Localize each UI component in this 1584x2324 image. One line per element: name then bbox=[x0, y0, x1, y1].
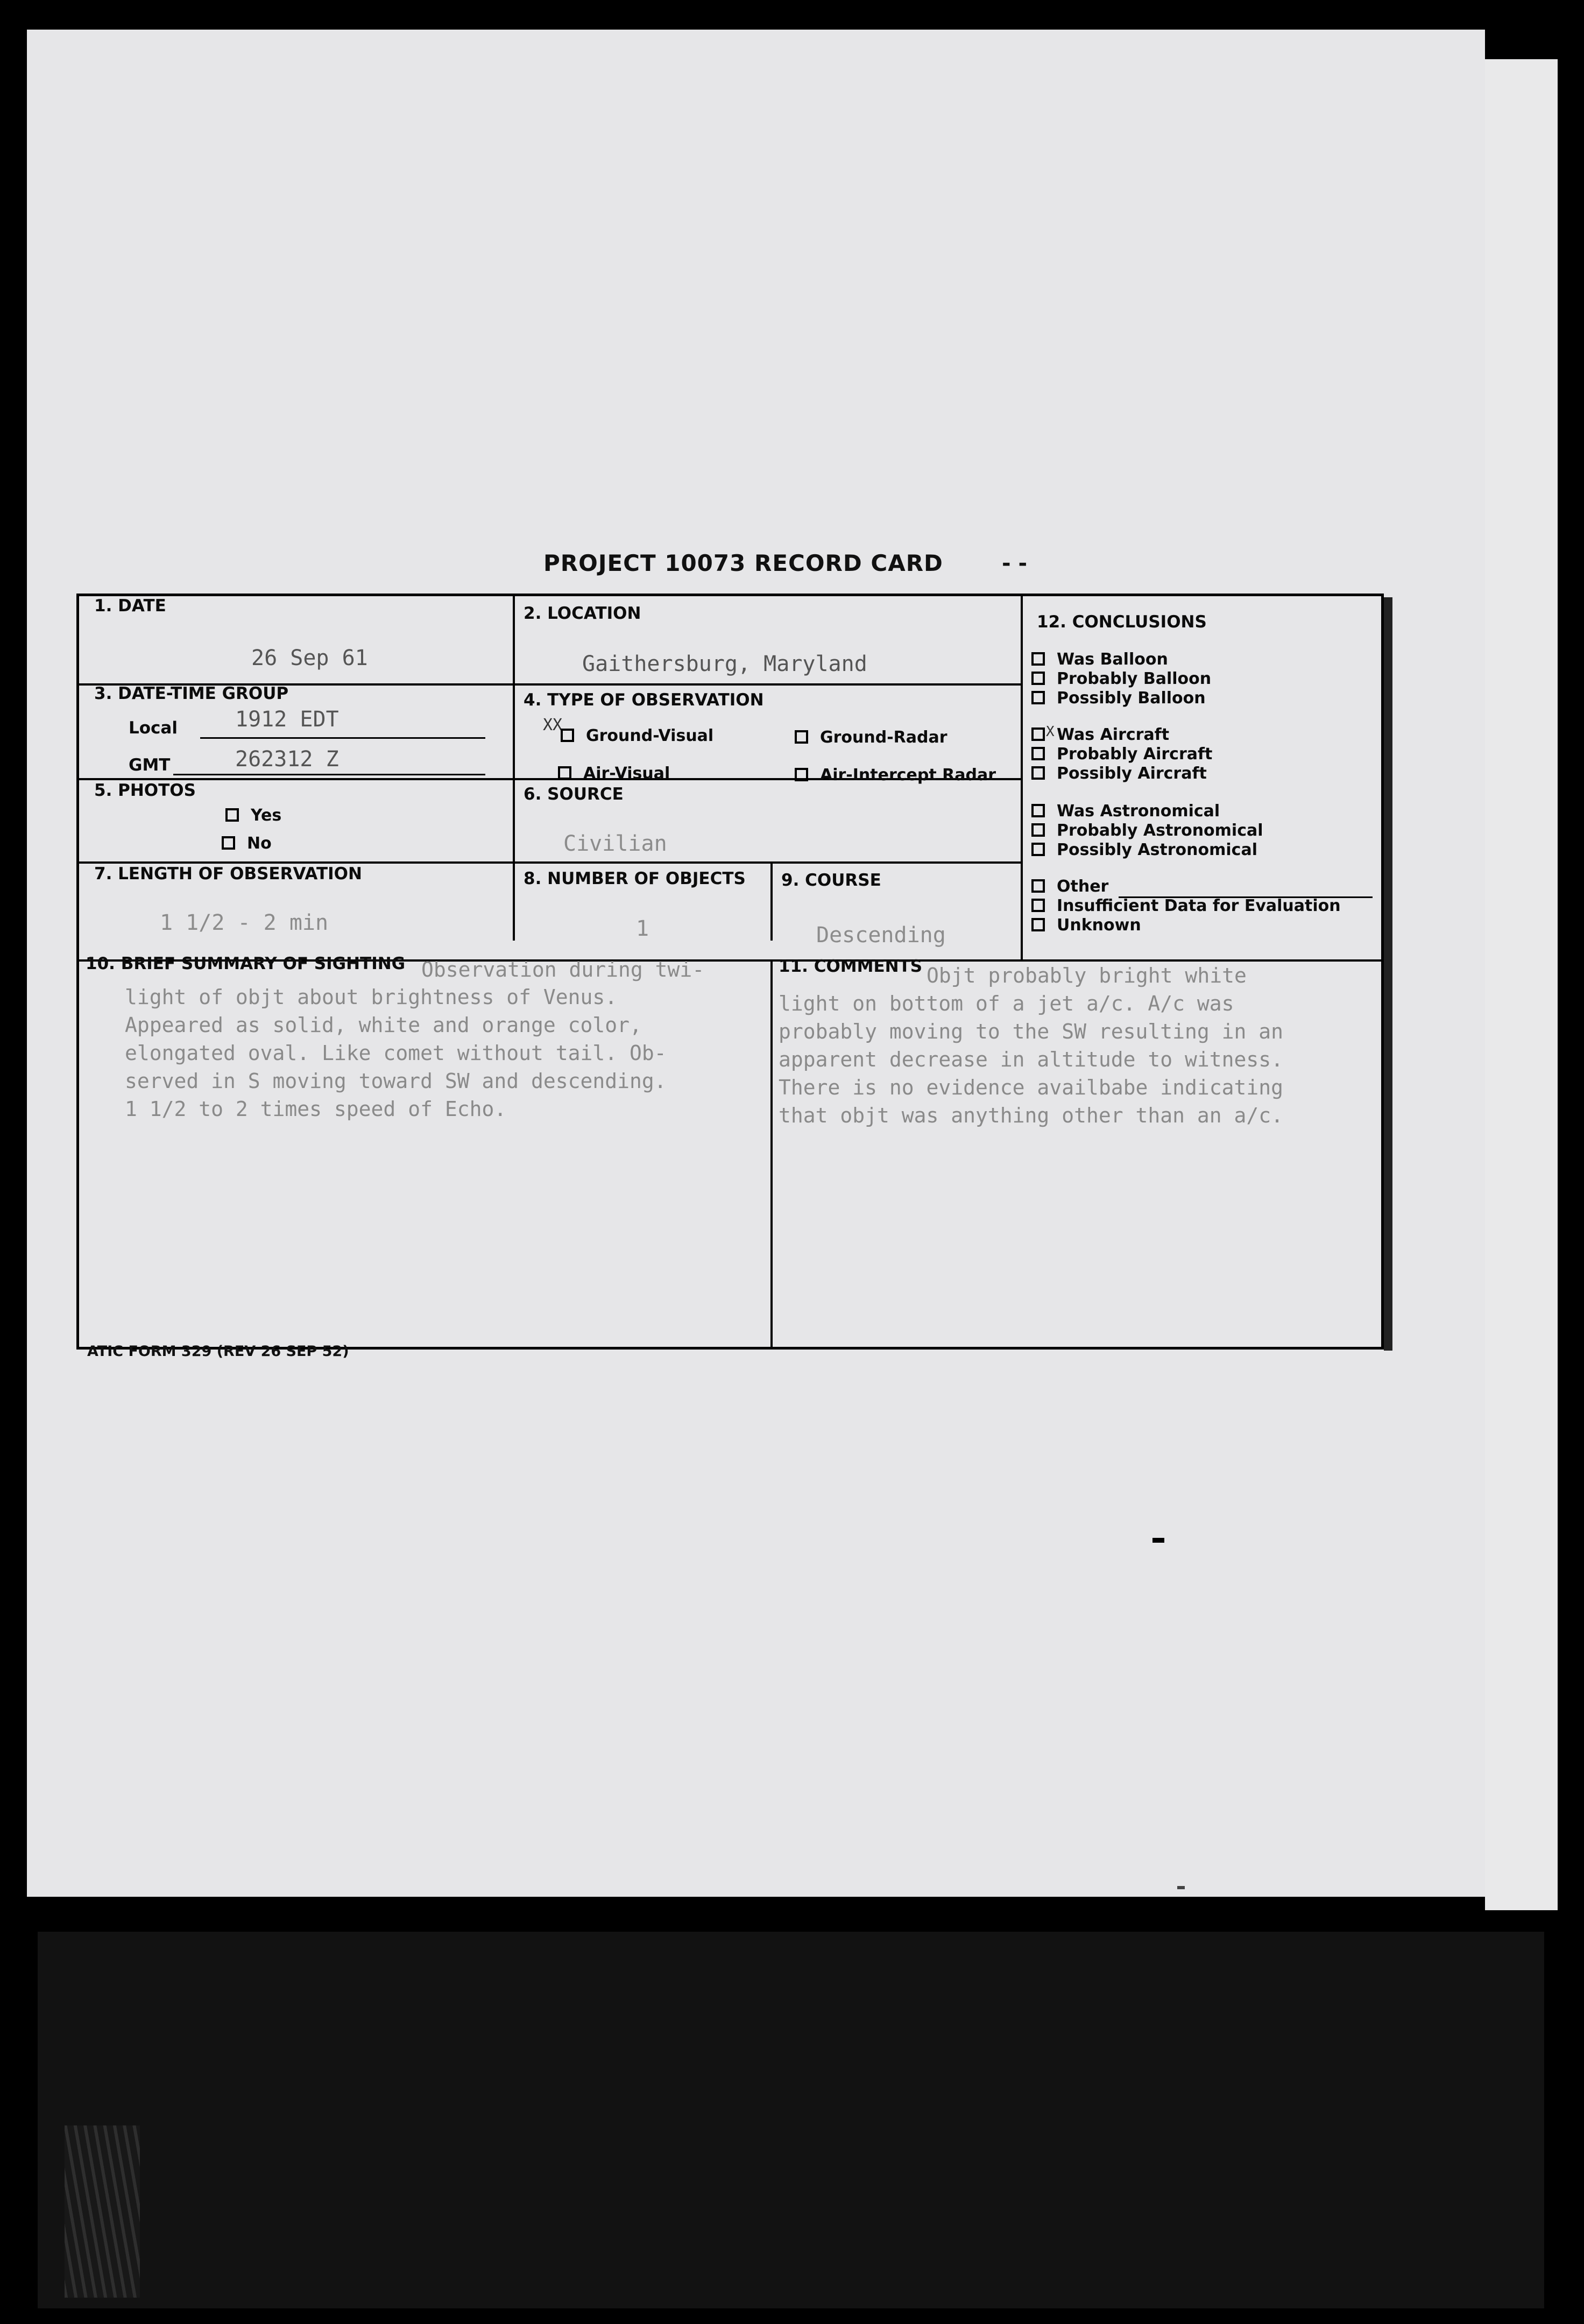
conclusion-option[interactable] bbox=[1031, 669, 1211, 688]
checkbox[interactable] bbox=[1031, 918, 1045, 931]
speck-mark bbox=[1177, 1886, 1185, 1889]
length-value: 1 1/2 - 2 min bbox=[160, 910, 329, 935]
summary-label: 10. BRIEF SUMMARY OF SIGHTING bbox=[86, 954, 406, 973]
option-label: Possibly Astronomical bbox=[1057, 840, 1257, 859]
checkbox[interactable] bbox=[558, 766, 571, 780]
film-gap bbox=[1485, 30, 1517, 59]
location-value: Gaithersburg, Maryland bbox=[582, 652, 867, 676]
comments-line: apparent decrease in altitude to witness. bbox=[779, 1048, 1283, 1071]
option-label: Insufficient Data for Evaluation bbox=[1057, 896, 1341, 915]
grid-line bbox=[770, 861, 773, 941]
summary-line: Appeared as solid, white and orange color, bbox=[125, 1013, 642, 1037]
checkbox[interactable] bbox=[1031, 691, 1045, 704]
film-smudge bbox=[65, 2125, 140, 2298]
option-label: Probably Aircraft bbox=[1057, 745, 1213, 764]
summary-line: elongated oval. Like comet without tail. Ob- bbox=[125, 1041, 667, 1065]
checkbox[interactable] bbox=[795, 730, 808, 744]
local-label: Local bbox=[129, 718, 178, 738]
option-ground-radar[interactable] bbox=[795, 728, 947, 747]
photos-label: 5. PHOTOS bbox=[94, 781, 196, 800]
option-label: Was Aircraft bbox=[1057, 725, 1170, 744]
comments-line: There is no evidence availbabe indicating bbox=[779, 1076, 1283, 1099]
option-ground-visual[interactable] bbox=[561, 726, 713, 745]
checkbox[interactable] bbox=[1031, 899, 1045, 912]
checkbox[interactable] bbox=[1031, 672, 1045, 685]
local-value: 1912 EDT bbox=[235, 707, 339, 732]
source-value: Civilian bbox=[563, 831, 667, 856]
option-label: Possibly Balloon bbox=[1057, 689, 1206, 708]
gmt-value: 262312 Z bbox=[235, 747, 339, 772]
dtg-label: 3. DATE-TIME GROUP bbox=[94, 684, 289, 703]
grid-line bbox=[513, 596, 515, 941]
conclusion-option[interactable] bbox=[1031, 764, 1207, 783]
local-underline bbox=[200, 737, 485, 739]
location-label: 2. LOCATION bbox=[524, 604, 641, 623]
grid-line bbox=[770, 959, 773, 1350]
date-value: 26 Sep 61 bbox=[251, 646, 368, 670]
dark-film-area bbox=[38, 1932, 1544, 2308]
conclusion-option[interactable] bbox=[1031, 745, 1212, 764]
photos-no[interactable] bbox=[222, 834, 272, 853]
type-label: 4. TYPE OF OBSERVATION bbox=[524, 690, 764, 710]
summary-line: Observation during twi- bbox=[421, 958, 705, 981]
option-label: Was Astronomical bbox=[1057, 802, 1220, 821]
conclusion-option[interactable] bbox=[1031, 840, 1257, 859]
checkbox[interactable] bbox=[1031, 766, 1045, 780]
comments-line: probably moving to the SW resulting in an bbox=[779, 1020, 1283, 1043]
option-label: Probably Astronomical bbox=[1057, 821, 1263, 840]
option-label: Air-Visual bbox=[583, 764, 670, 783]
summary-line: served in S moving toward SW and descending. bbox=[125, 1069, 667, 1093]
option-label: Probably Balloon bbox=[1057, 669, 1212, 688]
card-title: PROJECT 10073 RECORD CARD bbox=[543, 550, 943, 576]
conclusion-option[interactable] bbox=[1031, 916, 1141, 935]
option-label: Other bbox=[1057, 877, 1109, 896]
speck-mark bbox=[1152, 1538, 1164, 1543]
objects-value: 1 bbox=[636, 916, 649, 941]
comments-label: 11. COMMENTS bbox=[779, 957, 923, 976]
checkbox[interactable] bbox=[1031, 652, 1045, 666]
option-label: Ground-Visual bbox=[586, 726, 714, 745]
option-label: Ground-Radar bbox=[820, 728, 947, 747]
conclusion-option[interactable] bbox=[1031, 802, 1220, 821]
checkbox[interactable] bbox=[222, 836, 235, 850]
grid-line bbox=[79, 861, 1021, 864]
form-id: ATIC FORM 329 (REV 26 SEP 52) bbox=[87, 1343, 349, 1360]
conclusion-option[interactable] bbox=[1031, 689, 1206, 708]
objects-label: 8. NUMBER OF OBJECTS bbox=[524, 869, 746, 888]
source-label: 6. SOURCE bbox=[524, 785, 624, 804]
checkbox[interactable] bbox=[561, 729, 574, 742]
checkbox[interactable] bbox=[1031, 727, 1045, 741]
photos-yes[interactable] bbox=[225, 806, 281, 825]
comments-line: light on bottom of a jet a/c. A/c was bbox=[779, 992, 1234, 1015]
gmt-underline bbox=[173, 774, 485, 775]
course-label: 9. COURSE bbox=[781, 871, 881, 890]
option-air-visual[interactable] bbox=[558, 764, 670, 783]
conclusion-option[interactable] bbox=[1031, 650, 1168, 669]
checkbox[interactable] bbox=[1031, 823, 1045, 837]
checkbox[interactable] bbox=[1031, 747, 1045, 760]
title-mark: - - bbox=[1002, 551, 1028, 576]
conclusion-option[interactable] bbox=[1031, 725, 1169, 744]
checkbox[interactable] bbox=[1031, 804, 1045, 817]
option-label: No bbox=[247, 834, 272, 853]
comments-line: that objt was anything other than an a/c. bbox=[779, 1104, 1283, 1127]
option-label: Air-Intercept Radar bbox=[820, 766, 996, 785]
card-shadow bbox=[1384, 597, 1392, 1351]
gmt-label: GMT bbox=[129, 755, 171, 775]
option-air-intercept-radar[interactable] bbox=[795, 766, 996, 785]
course-value: Descending bbox=[816, 923, 946, 948]
date-label: 1. DATE bbox=[94, 596, 166, 616]
option-label: Unknown bbox=[1057, 916, 1141, 935]
option-label: Was Balloon bbox=[1057, 650, 1168, 669]
type-check-mark: XX bbox=[543, 716, 563, 734]
film-strip bbox=[1485, 59, 1558, 1910]
summary-line: 1 1/2 to 2 times speed of Echo. bbox=[125, 1097, 507, 1121]
conclusion-option[interactable] bbox=[1031, 821, 1263, 840]
checkbox[interactable] bbox=[1031, 879, 1045, 893]
conclusion-option[interactable] bbox=[1031, 896, 1341, 915]
grid-line bbox=[1021, 596, 1023, 959]
record-card bbox=[76, 594, 1384, 1350]
option-label: Possibly Aircraft bbox=[1057, 764, 1207, 783]
conclusion-check-mark: X bbox=[1046, 724, 1055, 740]
conclusions-label: 12. CONCLUSIONS bbox=[1037, 612, 1207, 632]
summary-line: light of objt about brightness of Venus. bbox=[125, 985, 618, 1009]
comments-line: Objt probably bright white bbox=[927, 964, 1247, 987]
length-label: 7. LENGTH OF OBSERVATION bbox=[94, 864, 362, 884]
checkbox[interactable] bbox=[225, 808, 239, 822]
checkbox[interactable] bbox=[795, 768, 808, 781]
checkbox[interactable] bbox=[1031, 843, 1045, 856]
option-label: Yes bbox=[251, 806, 282, 825]
conclusion-option[interactable] bbox=[1031, 877, 1108, 896]
